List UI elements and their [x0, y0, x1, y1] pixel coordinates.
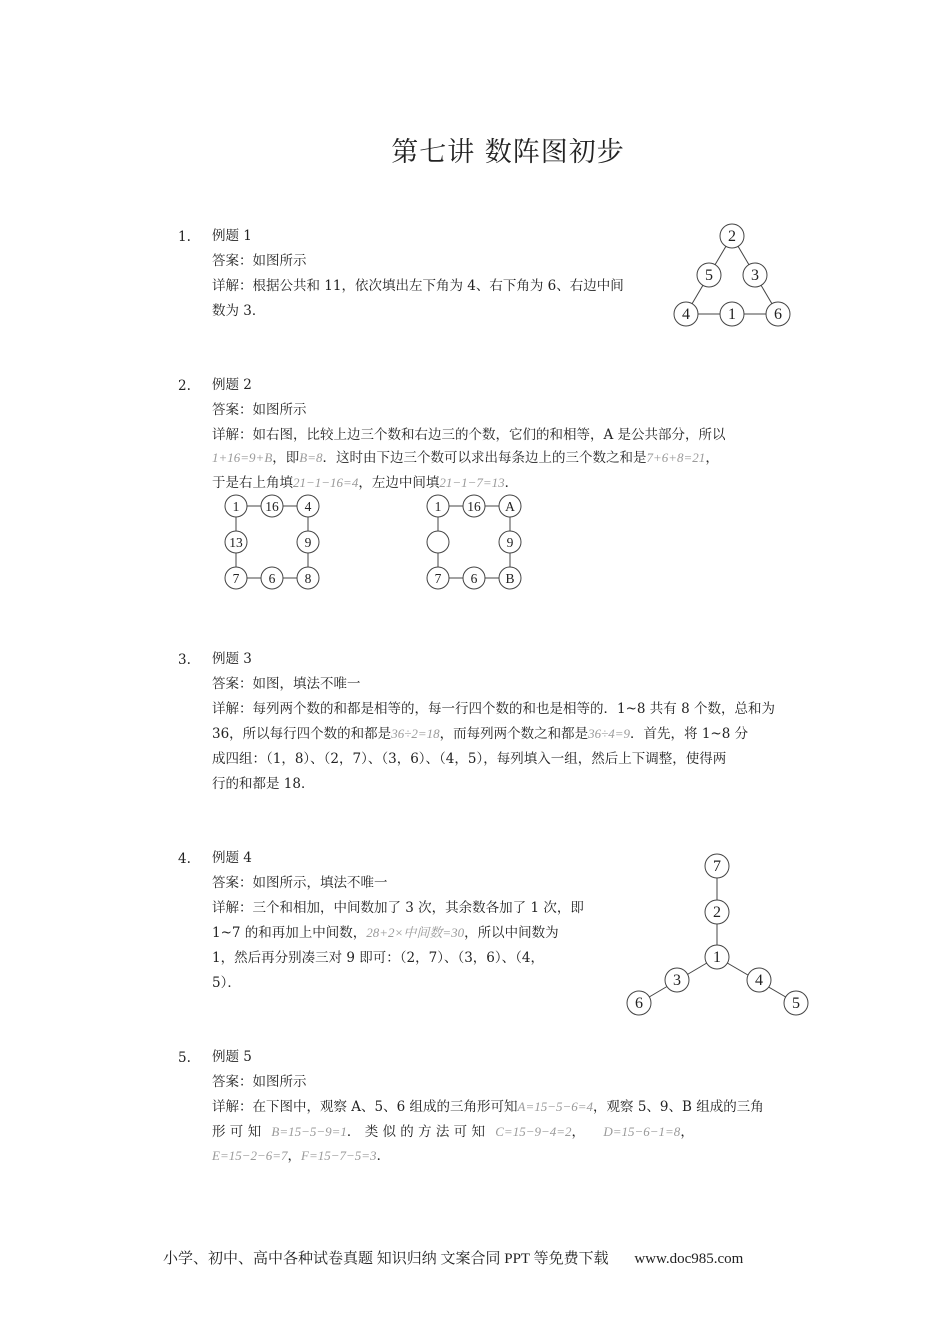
triangle-value-mid-left: 5	[705, 267, 713, 284]
problem-1-heading: 例题 1	[212, 228, 252, 244]
text-run: ．这时由下边三个数可以求出每条边上的三个数之和是	[322, 450, 647, 466]
problem-4-detail-line-4: 5）．	[212, 975, 241, 991]
text-run: ，观察 5、9、B 组成的三角	[593, 1099, 764, 1115]
grid-cell-mr: 9	[506, 535, 514, 550]
problem-5-answer: 答案：如图所示	[212, 1074, 307, 1090]
tree-node-right-outer: 5	[792, 995, 800, 1012]
grid-cell-tm: 16	[265, 499, 279, 514]
text-run: ，即	[272, 450, 300, 466]
grid-cell-tl: 1	[434, 499, 442, 514]
text-run: ，而每列两个数之和都是	[439, 726, 589, 742]
text-run: ，	[705, 450, 719, 466]
problem-2-detail-line-1: 详解：如右图，比较上边三个数和右边三的个数，它们的和相等，A 是公共部分，所以	[212, 427, 726, 443]
equation: E=15−2−6=7	[212, 1148, 288, 1163]
problem-1-number: 1.	[178, 229, 191, 245]
page-title: 第七讲 数阵图初步	[391, 137, 625, 168]
text-run: ，	[287, 1148, 302, 1164]
equation: D=15−6−1=8	[603, 1124, 681, 1139]
text-run: ，	[680, 1124, 694, 1140]
text-run: ．	[504, 475, 519, 491]
problem-5-detail-line-3	[212, 1146, 390, 1166]
problem-2-detail-line-3	[212, 473, 518, 493]
grid-cell-ml: 13	[229, 535, 243, 550]
problem-3-answer: 答案：如图，填法不唯一	[212, 676, 361, 692]
triangle-value-bottom-right: 6	[774, 306, 782, 323]
footer	[163, 1247, 743, 1268]
tree-node-left-outer: 6	[635, 995, 643, 1012]
text-run: ，左边中间填	[358, 475, 440, 491]
problem-5-detail-line-2	[212, 1122, 694, 1142]
tree-node-left-inner: 3	[673, 972, 681, 989]
text-run: 36，所以每行四个数的和都是	[212, 726, 392, 742]
problem-3-number: 3.	[178, 652, 191, 668]
triangle-value-mid-right: 3	[751, 267, 759, 284]
problem-2-heading: 例题 2	[212, 377, 252, 393]
text-run: ，	[571, 1124, 586, 1140]
problem-4-tree-diagram	[615, 845, 820, 1025]
grid-cell-bm: 6	[268, 571, 276, 586]
problem-2-square-grid-question	[424, 493, 528, 593]
equation: C=15−9−4=2	[495, 1124, 572, 1139]
problem-2-number: 2.	[178, 378, 191, 394]
text-run: 1~7 的和再加上中间数，	[212, 925, 367, 941]
grid-cell-tr: 4	[304, 499, 312, 514]
problem-5-detail-line-1	[212, 1097, 764, 1117]
grid-cell-br: 8	[304, 571, 312, 586]
equation: 36÷4=9	[588, 726, 631, 741]
equation: 21−1−7=13	[439, 475, 505, 490]
equation: B=8	[299, 450, 323, 465]
problem-1-detail-line-1: 详解：根据公共和 11，依次填出左下角为 4、右下角为 6、右边中间	[212, 278, 624, 294]
problem-4-detail-line-2	[212, 923, 559, 943]
problem-4-number: 4.	[178, 851, 191, 867]
equation: 36÷2=18	[391, 726, 440, 741]
triangle-value-bottom-left: 4	[682, 306, 690, 323]
triangle-value-top: 2	[728, 228, 736, 245]
problem-1-detail-line-2: 数为 3．	[212, 303, 266, 319]
grid-cell-bm: 6	[470, 571, 478, 586]
problem-1-triangle-diagram	[665, 218, 795, 336]
problem-4-detail-line-1: 详解：三个和相加，中间数加了 3 次，其余数各加了 1 次，即	[212, 900, 584, 916]
tree-node-right-inner: 4	[755, 972, 763, 989]
problem-4-heading: 例题 4	[212, 850, 252, 866]
problem-3-detail-line-1: 详解：每列两个数的和都是相等的，每一行四个数的和也是相等的．1~8 共有 8 个数，总和为	[212, 701, 775, 717]
text-run: ．	[376, 1148, 391, 1164]
text-run: ，所以中间数为	[464, 925, 559, 941]
footer-url-link[interactable]: www.doc985.com	[634, 1251, 744, 1267]
equation: B=15−5−9=1	[271, 1124, 347, 1139]
text-run: ． 类 似 的 方 法 可 知	[346, 1124, 485, 1140]
tree-node-top: 7	[713, 858, 721, 875]
problem-4-detail-line-3: 1，然后再分别凑三对 9 即可：（2，7）、（3，6）、（4，	[212, 950, 544, 966]
problem-3-detail-line-2	[212, 724, 748, 744]
grid-cell-tl: 1	[232, 499, 240, 514]
problem-3-heading: 例题 3	[212, 651, 252, 667]
text-run: 形 可 知	[212, 1124, 262, 1140]
equation: 28+2×中间数=30	[366, 925, 465, 940]
text-run: 于是右上角填	[212, 475, 293, 491]
grid-cell-bl: 7	[232, 571, 240, 586]
grid-cell-bl: 7	[434, 571, 442, 586]
equation: 21−1−16=4	[293, 475, 359, 490]
problem-4-answer: 答案：如图所示，填法不唯一	[212, 875, 388, 891]
tree-node-center: 1	[713, 949, 721, 966]
problem-5-heading: 例题 5	[212, 1049, 252, 1065]
problem-3-detail-line-4: 行的和都是 18．	[212, 776, 315, 792]
problem-2-answer: 答案：如图所示	[212, 402, 307, 418]
equation: 1+16=9+B	[212, 450, 273, 465]
grid-cell-tm: 16	[467, 499, 481, 514]
footer-text: 小学、初中、高中各种试卷真题 知识归纳 文案合同 PPT 等免费下载	[163, 1251, 609, 1267]
text-run: ．首先，将 1~8 分	[630, 726, 749, 742]
equation: A=15−5−6=4	[517, 1099, 594, 1114]
text-run: 详解：在下图中，观察 A、5、6 组成的三角形可知	[212, 1099, 518, 1115]
tree-node-upper: 2	[713, 904, 721, 921]
problem-2-detail-line-2	[212, 448, 719, 468]
grid-cell-tr: A	[505, 499, 515, 514]
equation: F=15−7−5=3	[301, 1148, 377, 1163]
grid-cell-mr: 9	[304, 535, 312, 550]
problem-3-detail-line-3: 成四组：（1，8）、（2，7）、（3，6）、（4，5），每列填入一组，然后上下调整，使得两	[212, 751, 727, 767]
triangle-value-bottom-mid: 1	[728, 306, 736, 323]
problem-2-square-grid-answer	[222, 493, 326, 593]
equation: 7+6+8=21	[646, 450, 706, 465]
grid-cell-br: B	[505, 571, 515, 586]
problem-5-number: 5.	[178, 1050, 191, 1066]
problem-1-answer: 答案：如图所示	[212, 253, 307, 269]
